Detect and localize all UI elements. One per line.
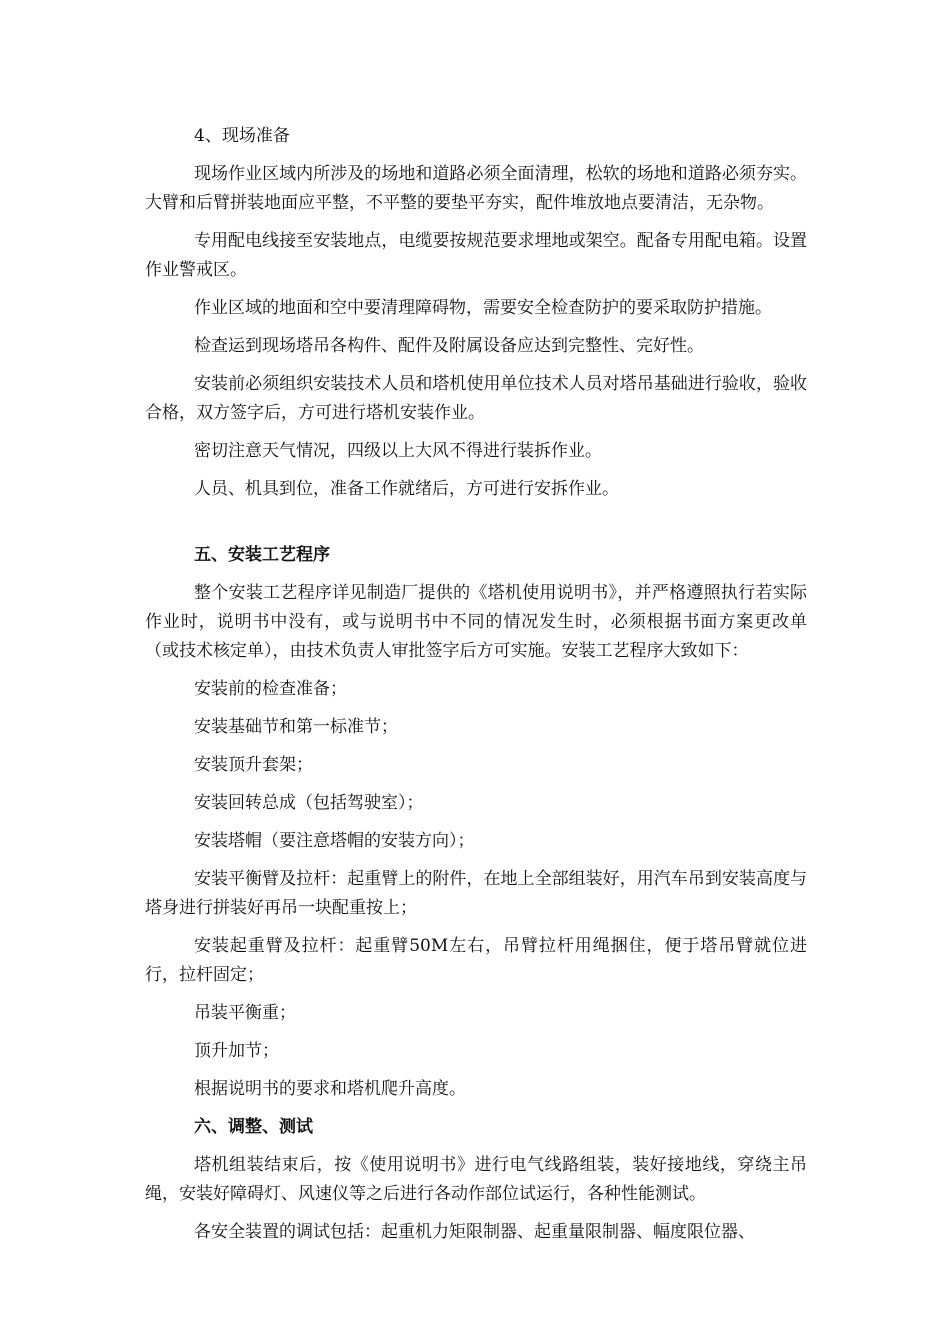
section-4-paragraph-7: 人员、机具到位，准备工作就绪后，方可进行安拆作业。 xyxy=(194,479,619,499)
section-4-paragraph-1: 现场作业区域内所涉及的场地和道路必须全面清理，松软的场地和道路必须夯实。大臂和后臂拼装地面应平整，不平整的要垫平夯实，配件堆放地点要清洁，无杂物。 xyxy=(145,164,807,213)
section-5-intro: 整个安装工艺程序详见制造厂提供的《塔机使用说明书》，并严格遵照执行若实际作业时，说明书中没有，或与说明书中不同的情况发生时，必须根据书面方案更改单（或技术核定单），由技术负责人审批签字后方可实施。安装工艺程序大致如下： xyxy=(145,583,807,661)
section-5-heading: 五、安装工艺程序 xyxy=(194,545,330,565)
section-5-step-6: 安装平衡臂及拉杆：起重臂上的附件，在地上全部组装好，用汽车吊到安装高度与塔身进行拼装好再吊一块配重按上； xyxy=(145,869,807,918)
section-4-paragraph-4: 检查运到现场塔吊各构件、配件及附属设备应达到完整性、完好性。 xyxy=(194,336,704,356)
section-5-step-5: 安装塔帽（要注意塔帽的安装方向）； xyxy=(194,831,475,851)
section-5-step-7: 安装起重臂及拉杆：起重臂50M左右，吊臂拉杆用绳捆住，便于塔吊臂就位进行，拉杆固定； xyxy=(145,936,807,985)
section-4-paragraph-2: 专用配电线接至安装地点，电缆要按规范要求埋地或架空。配备专用配电箱。设置作业警戒区。 xyxy=(145,231,807,280)
section-5-step-9: 顶升加节； xyxy=(194,1041,279,1061)
section-5-step-1: 安装前的检查准备； xyxy=(194,679,347,699)
section-4-paragraph-6: 密切注意天气情况，四级以上大风不得进行装拆作业。 xyxy=(194,441,602,461)
section-gap xyxy=(145,513,807,541)
section-6-paragraph-1: 塔机组装结束后，按《使用说明书》进行电气线路组装，装好接地线，穿绕主吊绳，安装好障碍灯、风速仪等之后进行各动作部位试运行，各种性能测试。 xyxy=(145,1155,807,1204)
section-5-step-2: 安装基础节和第一标准节； xyxy=(194,717,398,737)
document-page xyxy=(145,122,807,1256)
section-5-step-8: 吊装平衡重； xyxy=(194,1003,296,1023)
section-5-step-10: 根据说明书的要求和塔机爬升高度。 xyxy=(194,1079,466,1099)
section-6-paragraph-2: 各安全装置的调试包括：起重机力矩限制器、起重量限制器、幅度限位器、 xyxy=(194,1222,755,1242)
section-6-heading: 六、调整、测试 xyxy=(194,1117,313,1137)
section-4-title: 4、现场准备 xyxy=(194,126,290,146)
section-5-step-4: 安装回转总成（包括驾驶室）； xyxy=(194,793,424,813)
section-4-paragraph-3: 作业区域的地面和空中要清理障碍物，需要安全检查防护的要采取防护措施。 xyxy=(194,298,772,318)
section-4-paragraph-5: 安装前必须组织安装技术人员和塔机使用单位技术人员对塔吊基础进行验收，验收合格，双方签字后，方可进行塔机安装作业。 xyxy=(145,374,807,423)
section-5-step-3: 安装顶升套架； xyxy=(194,755,313,775)
